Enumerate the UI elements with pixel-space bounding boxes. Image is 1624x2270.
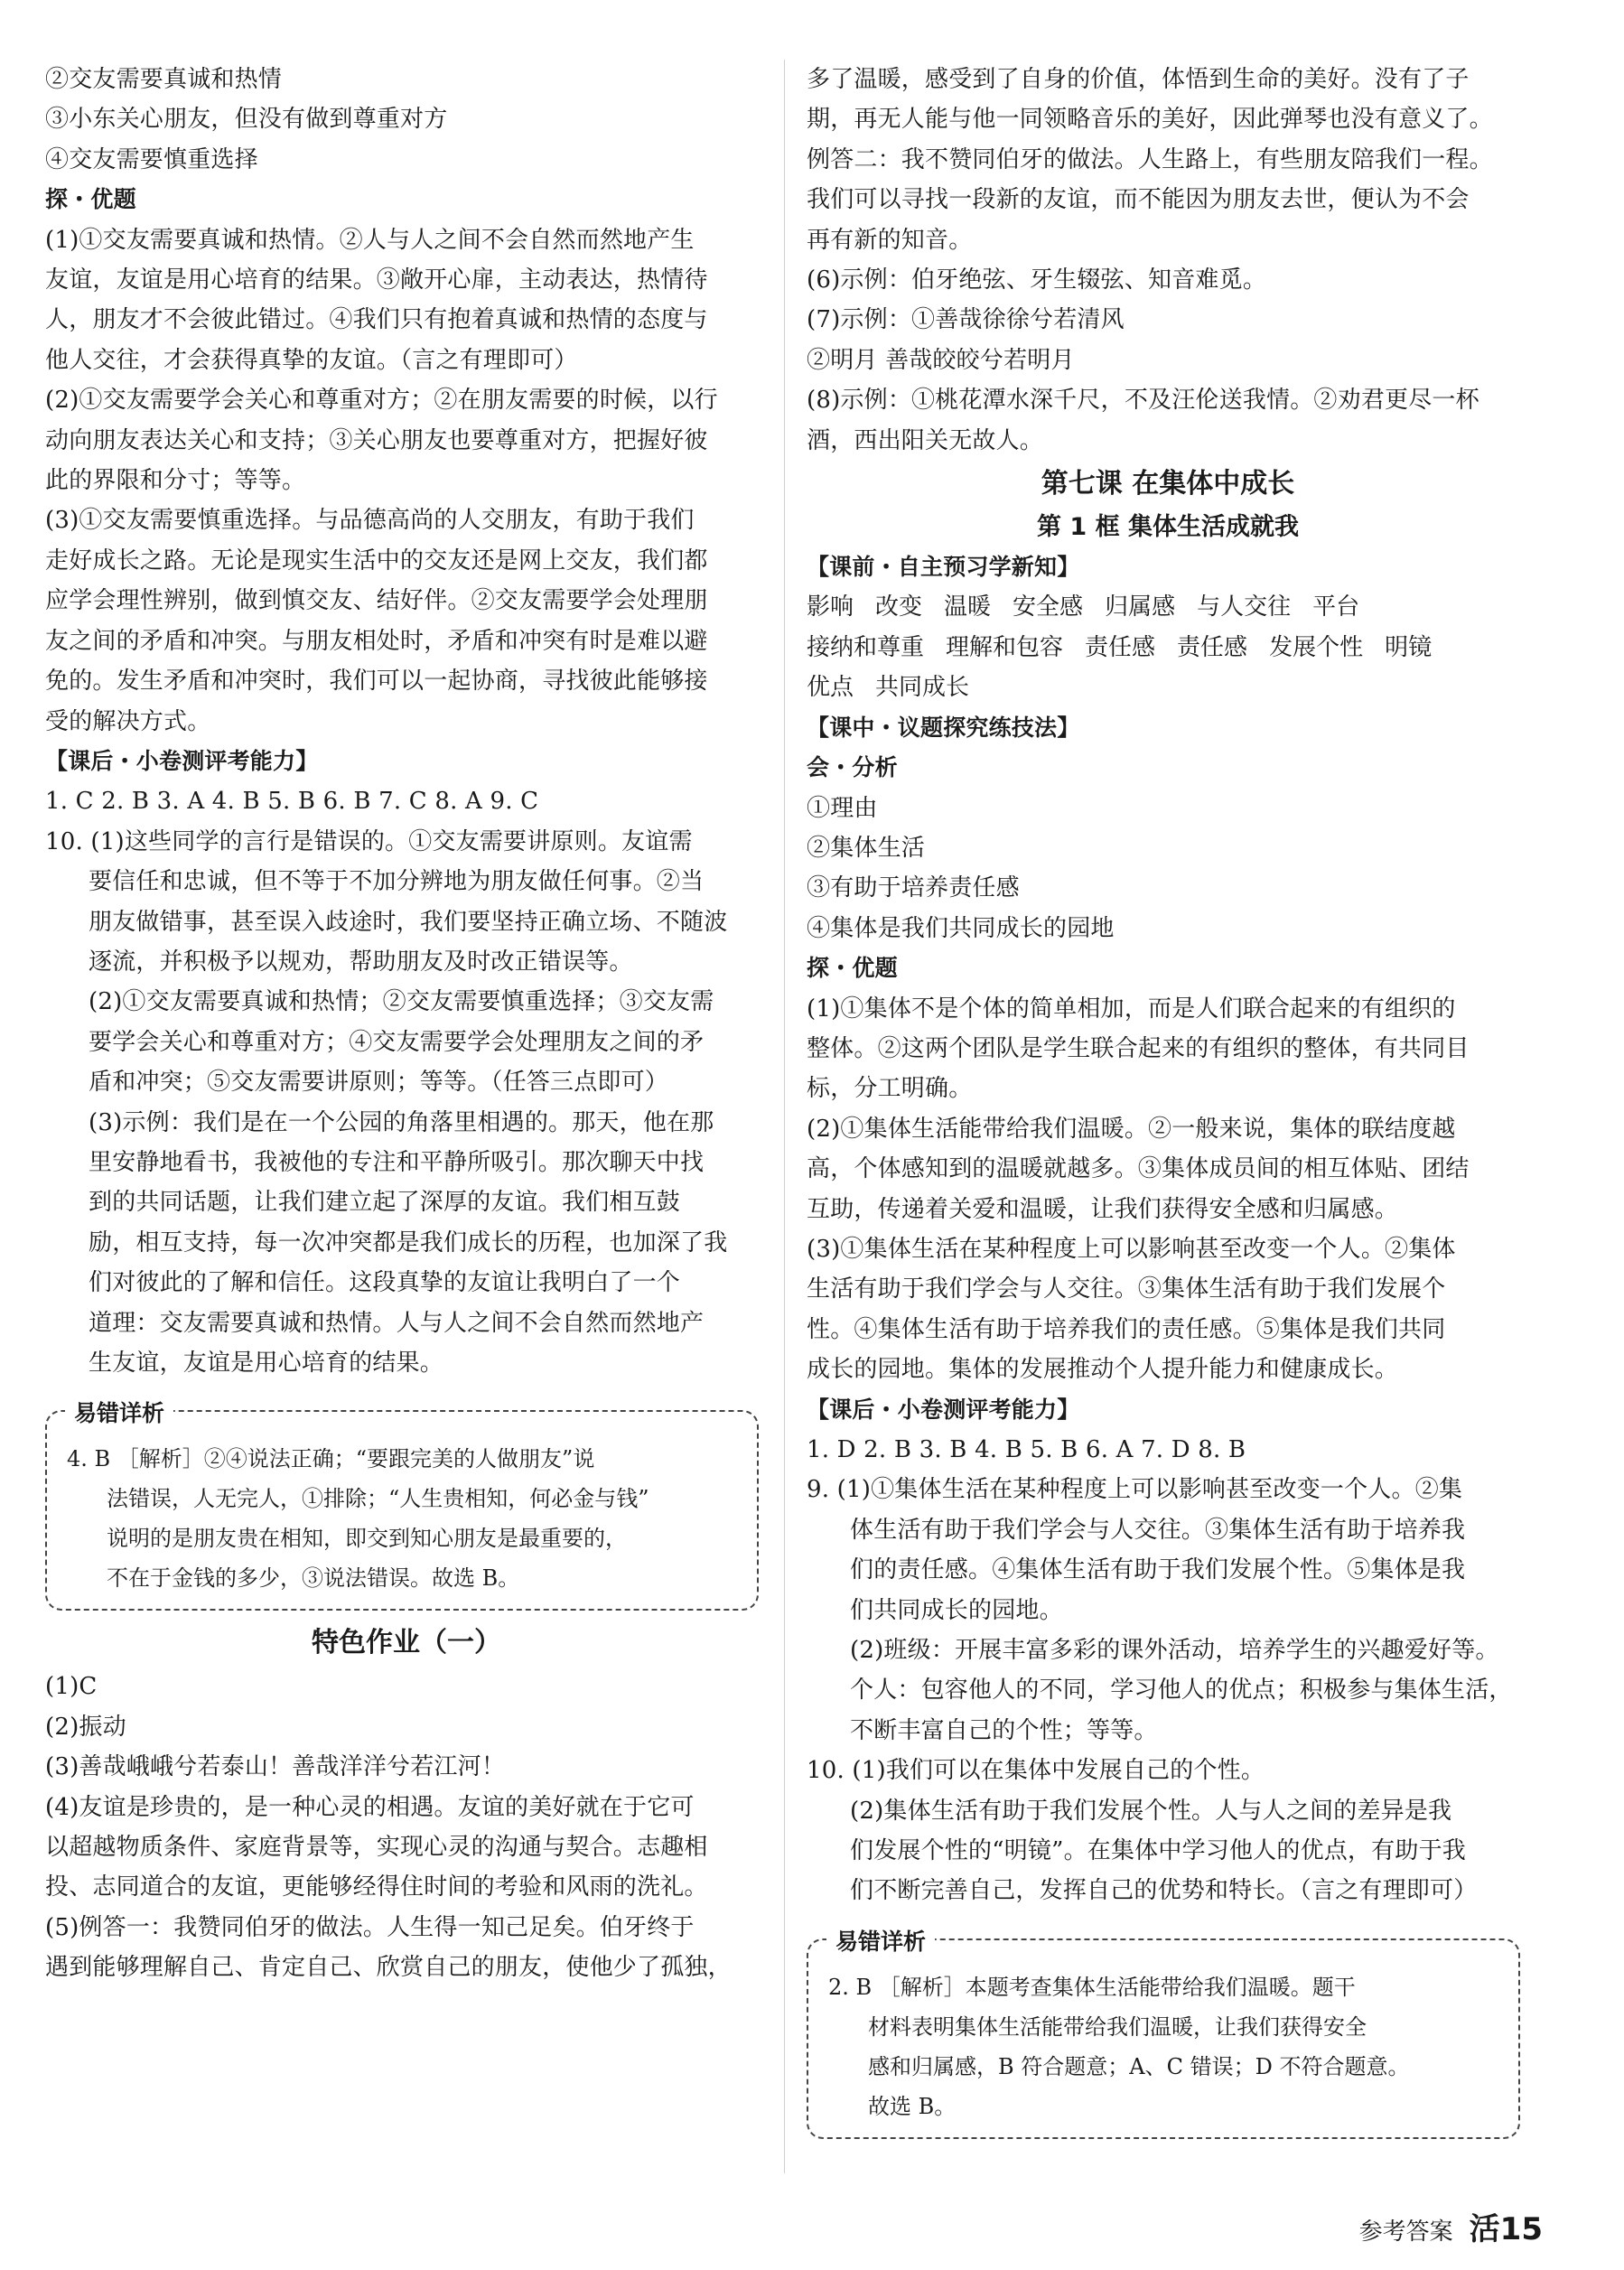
text-line: ①理由 bbox=[807, 794, 878, 822]
text-line: (3)示例：我们是在一个公园的角落里相遇的。那天，他在那 bbox=[89, 1108, 714, 1136]
text-line: 应学会理性辨别，做到慎交友、结好伴。②交友需要学会处理朋 bbox=[45, 587, 708, 615]
error-analysis-tag: 易错详析 bbox=[826, 1924, 935, 1957]
right-column bbox=[807, 60, 1529, 2148]
text-line: (1)①集体不是个体的简单相加，而是人们联合起来的有组织的 bbox=[807, 995, 1456, 1023]
section-heading: 会・分析 bbox=[807, 754, 898, 781]
text-line: 多了温暖，感受到了自身的价值，体悟到生命的美好。没有了子 bbox=[807, 66, 1470, 93]
keyword: 发展个性 bbox=[1269, 633, 1364, 661]
keyword: 与人交往 bbox=[1197, 593, 1292, 621]
text-line: (6)示例：伯牙绝弦、牙生辍弦、知音难觅。 bbox=[807, 266, 1267, 294]
text-line: 体生活有助于我们学会与人交往。③集体生活有助于培养我 bbox=[850, 1516, 1466, 1544]
text-line: 9. (1)①集体生活在某种程度上可以影响甚至改变一个人。②集 bbox=[807, 1476, 1463, 1504]
text-line: 10. (1)我们可以在集体中发展自己的个性。 bbox=[807, 1757, 1265, 1785]
text-line: (2)①交友需要真诚和热情；②交友需要慎重选择；③交友需 bbox=[89, 988, 714, 1016]
text-line: 们对彼此的了解和信任。这段真挚的友谊让我明白了一个 bbox=[89, 1269, 681, 1297]
keyword-row bbox=[807, 628, 1529, 668]
section-heading: 探・优题 bbox=[807, 955, 898, 982]
text-line: 友谊，友谊是用心培育的结果。③敞开心扉，主动表达，热情待 bbox=[45, 266, 708, 294]
keyword: 安全感 bbox=[1013, 593, 1084, 621]
text-line: (3)善哉峨峨兮若泰山！善哉洋洋兮若江河！ bbox=[45, 1753, 506, 1781]
keyword: 归属感 bbox=[1105, 593, 1176, 621]
text-line: ③有助于培养责任感 bbox=[807, 874, 1020, 902]
lesson-title: 第七课 在集体中成长 bbox=[1041, 468, 1295, 500]
text-line: 不断丰富自己的个性；等等。 bbox=[850, 1716, 1158, 1744]
text-line: ③小东关心朋友，但没有做到尊重对方 bbox=[45, 106, 448, 134]
keyword: 理解和包容 bbox=[946, 633, 1064, 661]
text-line: 遇到能够理解自己、肯定自己、欣赏自己的朋友，使他少了孤独， bbox=[45, 1954, 732, 1982]
text-line: 生活有助于我们学会与人交往。③集体生活有助于我们发展个 bbox=[807, 1275, 1446, 1303]
keyword: 接纳和尊重 bbox=[807, 633, 925, 661]
text-line: (4)友谊是珍贵的，是一种心灵的相遇。友谊的美好就在于它可 bbox=[45, 1793, 695, 1821]
text-line: 说明的是朋友贵在相知，即交到知心朋友是最重要的， bbox=[107, 1526, 627, 1552]
keyword-row bbox=[807, 668, 1529, 707]
text-line: 此的界限和分寸；等等。 bbox=[45, 467, 306, 495]
text-line: ②明月 善哉皎皎兮若明月 bbox=[807, 346, 1075, 374]
keyword: 平台 bbox=[1312, 593, 1360, 621]
text-line: 们不断完善自己，发挥自己的优势和特长。（言之有理即可） bbox=[850, 1877, 1478, 1905]
text-line: 酒，西出阳关无故人。 bbox=[807, 426, 1044, 454]
left-column bbox=[45, 60, 768, 1988]
text-line: 到的共同话题，让我们建立起了深厚的友谊。我们相互鼓 bbox=[89, 1189, 681, 1217]
text-line: 4. B ［解析］②④说法正确；“要跟完美的人做朋友”说 bbox=[67, 1446, 595, 1472]
text-line: ④集体是我们共同成长的园地 bbox=[807, 914, 1115, 942]
section-heading: 探・优题 bbox=[45, 186, 136, 213]
text-line: 2. B ［解析］本题考查集体生活能带给我们温暖。题干 bbox=[828, 1974, 1356, 2000]
text-line: 们共同成长的园地。 bbox=[850, 1596, 1063, 1624]
text-line: 以超越物质条件、家庭背景等，实现心灵的沟通与契合。志趣相 bbox=[45, 1834, 708, 1862]
text-line: 逐流，并积极予以规劝，帮助朋友及时改正错误等。 bbox=[89, 948, 633, 976]
text-line: ②集体生活 bbox=[807, 834, 926, 862]
keyword: 温暖 bbox=[944, 593, 992, 621]
section-heading: 【课中・议题探究练技法】 bbox=[807, 714, 1080, 741]
keyword: 共同成长 bbox=[875, 674, 970, 702]
text-line: (2)①集体生活能带给我们温暖。②一般来说，集体的联结度越 bbox=[807, 1115, 1456, 1143]
text-line: 材料表明集体生活能带给我们温暖，让我们获得安全 bbox=[868, 2013, 1367, 2040]
error-analysis-box bbox=[45, 1400, 759, 1611]
text-line: 里安静地看书，我被他的专注和平静所吸引。那次聊天中找 bbox=[89, 1148, 705, 1176]
lesson-subtitle: 第 1 框 集体生活成就我 bbox=[1037, 513, 1299, 542]
text-line: (1)①交友需要真诚和热情。②人与人之间不会自然而然地产生 bbox=[45, 226, 695, 254]
text-line: 整体。②这两个团队是学生联合起来的有组织的整体，有共同目 bbox=[807, 1034, 1470, 1062]
text-line: 们的责任感。④集体生活有助于我们发展个性。⑤集体是我 bbox=[850, 1556, 1466, 1584]
text-line: (7)示例：①善哉徐徐兮若清风 bbox=[807, 306, 1125, 334]
text-line: 故选 B。 bbox=[868, 2093, 957, 2119]
section-title: 特色作业（一） bbox=[312, 1627, 501, 1659]
text-line: 人，朋友才不会彼此错过。④我们只有抱着真诚和热情的态度与 bbox=[45, 306, 708, 334]
keyword: 责任感 bbox=[1177, 633, 1248, 661]
page-footer bbox=[1359, 2204, 1543, 2248]
page-number: 活15 bbox=[1469, 2211, 1543, 2247]
text-line: (3)①集体生活在某种程度上可以影响甚至改变一个人。②集体 bbox=[807, 1235, 1456, 1263]
text-line: 标，分工明确。 bbox=[807, 1075, 973, 1103]
text-line: 性。④集体生活有助于培养我们的责任感。⑤集体是我们共同 bbox=[807, 1315, 1446, 1343]
text-line: 动向朋友表达关心和支持；③关心朋友也要尊重对方，把握好彼 bbox=[45, 426, 708, 454]
answer-list: 1. D 2. B 3. B 4. B 5. B 6. A 7. D 8. B bbox=[807, 1436, 1246, 1463]
text-line: 感和归属感，B 符合题意；A、C 错误；D 不符合题意。 bbox=[868, 2053, 1410, 2079]
text-line: (2)①交友需要学会关心和尊重对方；②在朋友需要的时候，以行 bbox=[45, 387, 718, 415]
keyword: 影响 bbox=[807, 593, 854, 621]
text-line: 例答二：我不赞同伯牙的做法。人生路上，有些朋友陪我们一程。 bbox=[807, 145, 1493, 173]
text-line: 们发展个性的“明镜”。在集体中学习他人的优点，有助于我 bbox=[850, 1837, 1466, 1865]
section-heading: 【课后・小卷测评考能力】 bbox=[807, 1396, 1080, 1423]
section-heading: 【课前・自主预习学新知】 bbox=[807, 554, 1080, 581]
text-line: (8)示例：①桃花潭水深千尺，不及汪伦送我情。②劝君更尽一杯 bbox=[807, 387, 1479, 415]
text-line: 再有新的知音。 bbox=[807, 226, 973, 254]
text-line: (2)振动 bbox=[45, 1713, 126, 1741]
text-line: 不在于金钱的多少，③说法错误。故选 B。 bbox=[107, 1565, 520, 1592]
text-line: ②交友需要真诚和热情 bbox=[45, 66, 283, 93]
text-line: 朋友做错事，甚至误入歧途时，我们要坚持正确立场、不随波 bbox=[89, 908, 728, 936]
text-line: 我们可以寻找一段新的友谊，而不能因为朋友去世，便认为不会 bbox=[807, 186, 1470, 214]
text-line: (5)例答一：我赞同伯牙的做法。人生得一知己足矣。伯牙终于 bbox=[45, 1913, 695, 1941]
text-line: 免的。发生矛盾和冲突时，我们可以一起协商，寻找彼此能够接 bbox=[45, 668, 708, 696]
keyword-row bbox=[807, 587, 1529, 627]
text-line: 10. (1)这些同学的言行是错误的。①交友需要讲原则。友谊需 bbox=[45, 827, 693, 855]
text-line: 走好成长之路。无论是现实生活中的交友还是网上交友，我们都 bbox=[45, 546, 708, 575]
text-line: 盾和冲突；⑤交友需要讲原则；等等。（任答三点即可） bbox=[89, 1069, 669, 1097]
text-line: 个人：包容他人的不同，学习他人的优点；积极参与集体生活， bbox=[850, 1677, 1513, 1705]
text-line: 法错误，人无完人，①排除；“人生贵相知，何必金与钱” bbox=[107, 1486, 649, 1512]
text-line: 要信任和忠诚，但不等于不加分辨地为朋友做任何事。②当 bbox=[89, 868, 705, 896]
error-analysis-tag: 易错详析 bbox=[65, 1396, 173, 1428]
keyword: 责任感 bbox=[1085, 633, 1156, 661]
footer-label: 参考答案 bbox=[1358, 2219, 1453, 2246]
text-line: 投、志同道合的友谊，更能够经得住时间的考验和风雨的洗礼。 bbox=[45, 1873, 708, 1901]
text-line: 友之间的矛盾和冲突。与朋友相处时，矛盾和冲突有时是难以避 bbox=[45, 627, 708, 655]
text-line: (2)班级：开展丰富多彩的课外活动，培养学生的兴趣爱好等。 bbox=[850, 1637, 1499, 1665]
text-line: (2)集体生活有助于我们发展个性。人与人之间的差异是我 bbox=[850, 1797, 1452, 1825]
keyword: 明镜 bbox=[1385, 633, 1433, 661]
text-line: 高，个体感知到的温暖就越多。③集体成员间的相互体贴、团结 bbox=[807, 1155, 1470, 1183]
text-line: 道理：交友需要真诚和热情。人与人之间不会自然而然地产 bbox=[89, 1309, 705, 1337]
error-analysis-box bbox=[807, 1928, 1520, 2139]
text-line: (1)C bbox=[45, 1673, 98, 1701]
answer-list: 1. C 2. B 3. A 4. B 5. B 6. B 7. C 8. A 9. C bbox=[45, 788, 539, 816]
text-line: 互助，传递着关爱和温暖，让我们获得安全感和归属感。 bbox=[807, 1195, 1399, 1223]
section-heading: 【课后・小卷测评考能力】 bbox=[45, 747, 319, 774]
keyword: 改变 bbox=[875, 593, 923, 621]
text-line: ④交友需要慎重选择 bbox=[45, 145, 258, 173]
text-line: (3)①交友需要慎重选择。与品德高尚的人交朋友，有助于我们 bbox=[45, 507, 695, 535]
text-line: 他人交往，才会获得真挚的友谊。（言之有理即可） bbox=[45, 346, 578, 374]
text-line: 励，相互支持，每一次冲突都是我们成长的历程，也加深了我 bbox=[89, 1228, 728, 1256]
text-line: 成长的园地。集体的发展推动个人提升能力和健康成长。 bbox=[807, 1356, 1399, 1384]
column-divider bbox=[784, 60, 785, 2173]
text-line: 期，再无人能与他一同领略音乐的美好，因此弹琴也没有意义了。 bbox=[807, 106, 1493, 134]
text-line: 受的解决方式。 bbox=[45, 707, 211, 735]
keyword: 优点 bbox=[807, 674, 854, 702]
text-line: 生友谊，友谊是用心培育的结果。 bbox=[89, 1350, 444, 1377]
text-line: 要学会关心和尊重对方；④交友需要学会处理朋友之间的矛 bbox=[89, 1028, 705, 1056]
